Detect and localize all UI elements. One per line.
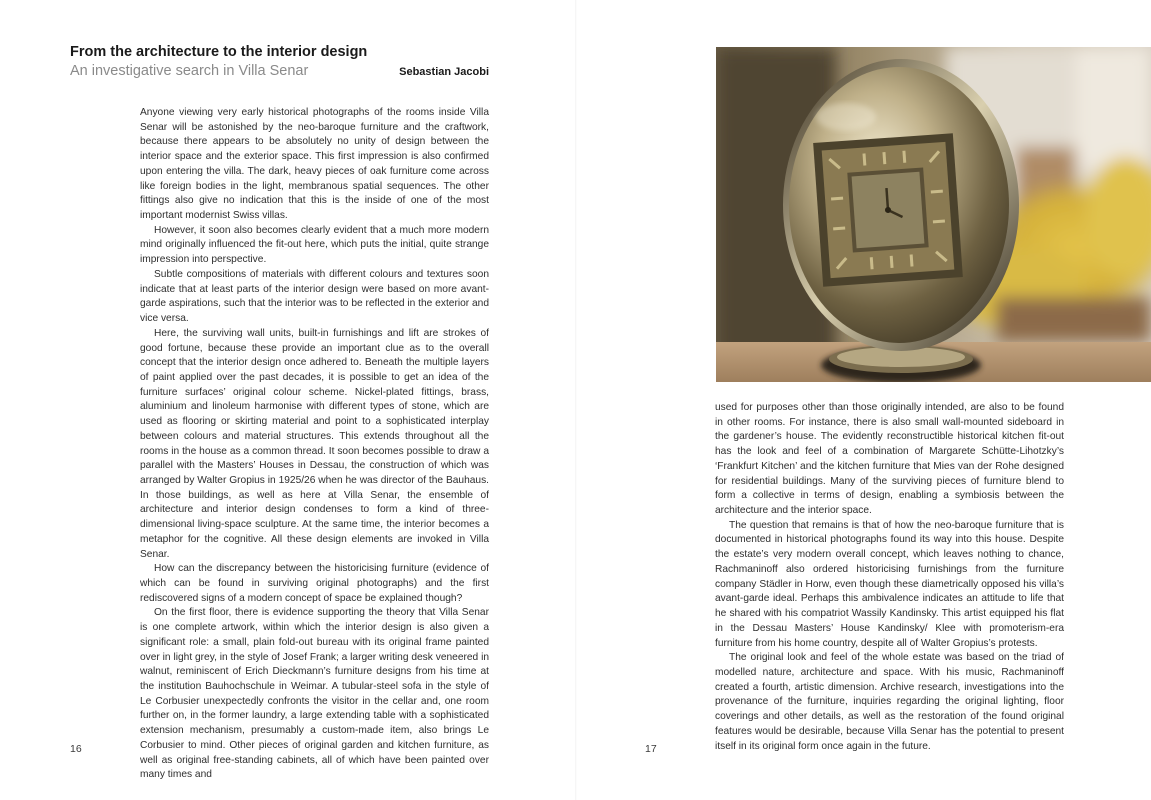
author-name: Sebastian Jacobi [399, 66, 489, 78]
clock-photograph [716, 47, 1151, 382]
paragraph: However, it soon also becomes clearly evident that a much more modern mind originally influenced the fit-out here, which puts the initial, quite strange impression into perspective. [140, 224, 489, 266]
paragraph: On the first floor, there is evidence supporting the theory that Villa Senar is one complete artwork, within which the interior design is also given a significant role: a small, plain fold-out bureau with its original frame painted over in light grey, in the style of Josef Frank; a larger writing desk veneered in walnut, reminiscent of Erich Dieckmann’s furniture designs from his time at the institution Bauhochschule in Weimar. A tubular-steel sofa in the style of Le Corbusier unexpectedly confronts the visitor in the cellar and, one room further on, in the former laundry, a large extending table with a sophisticated extension mechanism, presumably a custom-made item, also brings Le Corbusier to mind. Other pieces of original garden and kitchen furniture, as well as original free-standing cabinets, all of which have been painted over many times and [140, 607, 489, 781]
paragraph: How can the discrepancy between the historicising furniture (evidence of which can be found in surviving original photographs) and the first rediscovered signs of a modern concept of space be explained though? [140, 563, 489, 604]
page-gutter [575, 0, 577, 800]
paragraph: Subtle compositions of materials with different colours and textures soon indicate that at least parts of the interior design were based on more avant-garde aspirations, such that the interior was to be reflected in the exterior and vice versa. [140, 268, 489, 325]
paragraph: The question that remains is that of how the neo-baroque furniture that is documented in historical photographs found its way into this house. Despite the estate’s very modern overall concept, which leaves nothing to chance, Rachmaninoff also ordered historicising furnishings from the furniture company Städler in Horw, even though these diametrically opposed his villa’s avant-garde ideal. Perhaps this ambivalence indicates an attitude to life that he shared with his compatriot Wassily Kandinsky. This artist equipped his flat in the Dessau Masters’ House Kandinsky/ Klee with promoterism-era furniture from his home country, despite all of Walter Gropius’s protests. [715, 519, 1064, 649]
page-number-right: 17 [645, 743, 657, 755]
right-text-column [715, 401, 1064, 754]
page-number-left: 16 [70, 743, 82, 755]
paragraph: used for purposes other than those originally intended, are also to be found in other rooms. For instance, there is also small wall-mounted sideboard in the gardener’s house. The evidently reconstructible historical kitchen fit-out has the look and feel of a combination of Margarete Schütte-Lihotzky’s ‘Frankfurt Kitchen’ and the kitchen furniture that Mies van der Rohe designed for residential buildings. Many of the surviving pieces of furniture blend to form a collective in terms of design, enabling a symbiosis between the architecture and the interior space. [715, 402, 1064, 517]
article-subtitle: An investigative search in Villa Senar [70, 63, 309, 79]
paragraph: The original look and feel of the whole estate was based on the triad of modelled nature, architecture and space. With his music, Rachmaninoff created a fourth, artistic dimension. Archive research, investigations into the provenance of the furniture, inquiries regarding the original lighting, floor coverings and other details, as well as the restoration of the found original features would be desirable, because Villa Senar has the potential to present itself in its original form once again in the future. [715, 652, 1064, 752]
paragraph: Here, the surviving wall units, built-in furnishings and lift are strokes of good fortune, because these provide an important clue as to the overall concept that the interior design once adhered to. Beneath the multiple layers of paint applied over the past decades, it is possible to get an idea of the furniture surfaces’ original colour scheme. Nickel-plated fittings, brass, aluminium and linoleum harmonise with different types of stone, which are used as flooring or skirting material and point to a sophisticated interplay between colours and material structures. This extends throughout all the rooms in the house as a common thread. It soon becomes possible to draw a parallel with the Masters’ Houses in Dessau, the construction of which was arranged by Walter Gropius in 1925/26 when he was director of the Bauhaus. In those buildings, as well as here at Villa Senar, the ensemble of architecture and interior design condenses to form a kind of three-dimensional living-space sculpture. At the same time, the interior becomes a metaphor for the cognitive. All these design elements are invoked in Villa Senar. [140, 327, 489, 560]
paragraph: Anyone viewing very early historical photographs of the rooms inside Villa Senar will be astonished by the neo-baroque furniture and the craftwork, because there appears to be absolutely no unity of design between the interior space and the exterior space. This first impression is also confirmed upon entering the villa. The dark, heavy pieces of oak furniture come across like foreign bodies in the light, membranous spatial sequences. The other fittings also give no indication that this is the inside of one of the most important modernist Swiss villas. [140, 107, 489, 222]
left-text-column [140, 106, 489, 783]
clock-photo-illustration [716, 47, 1151, 382]
article-title: From the architecture to the interior design [70, 44, 368, 60]
